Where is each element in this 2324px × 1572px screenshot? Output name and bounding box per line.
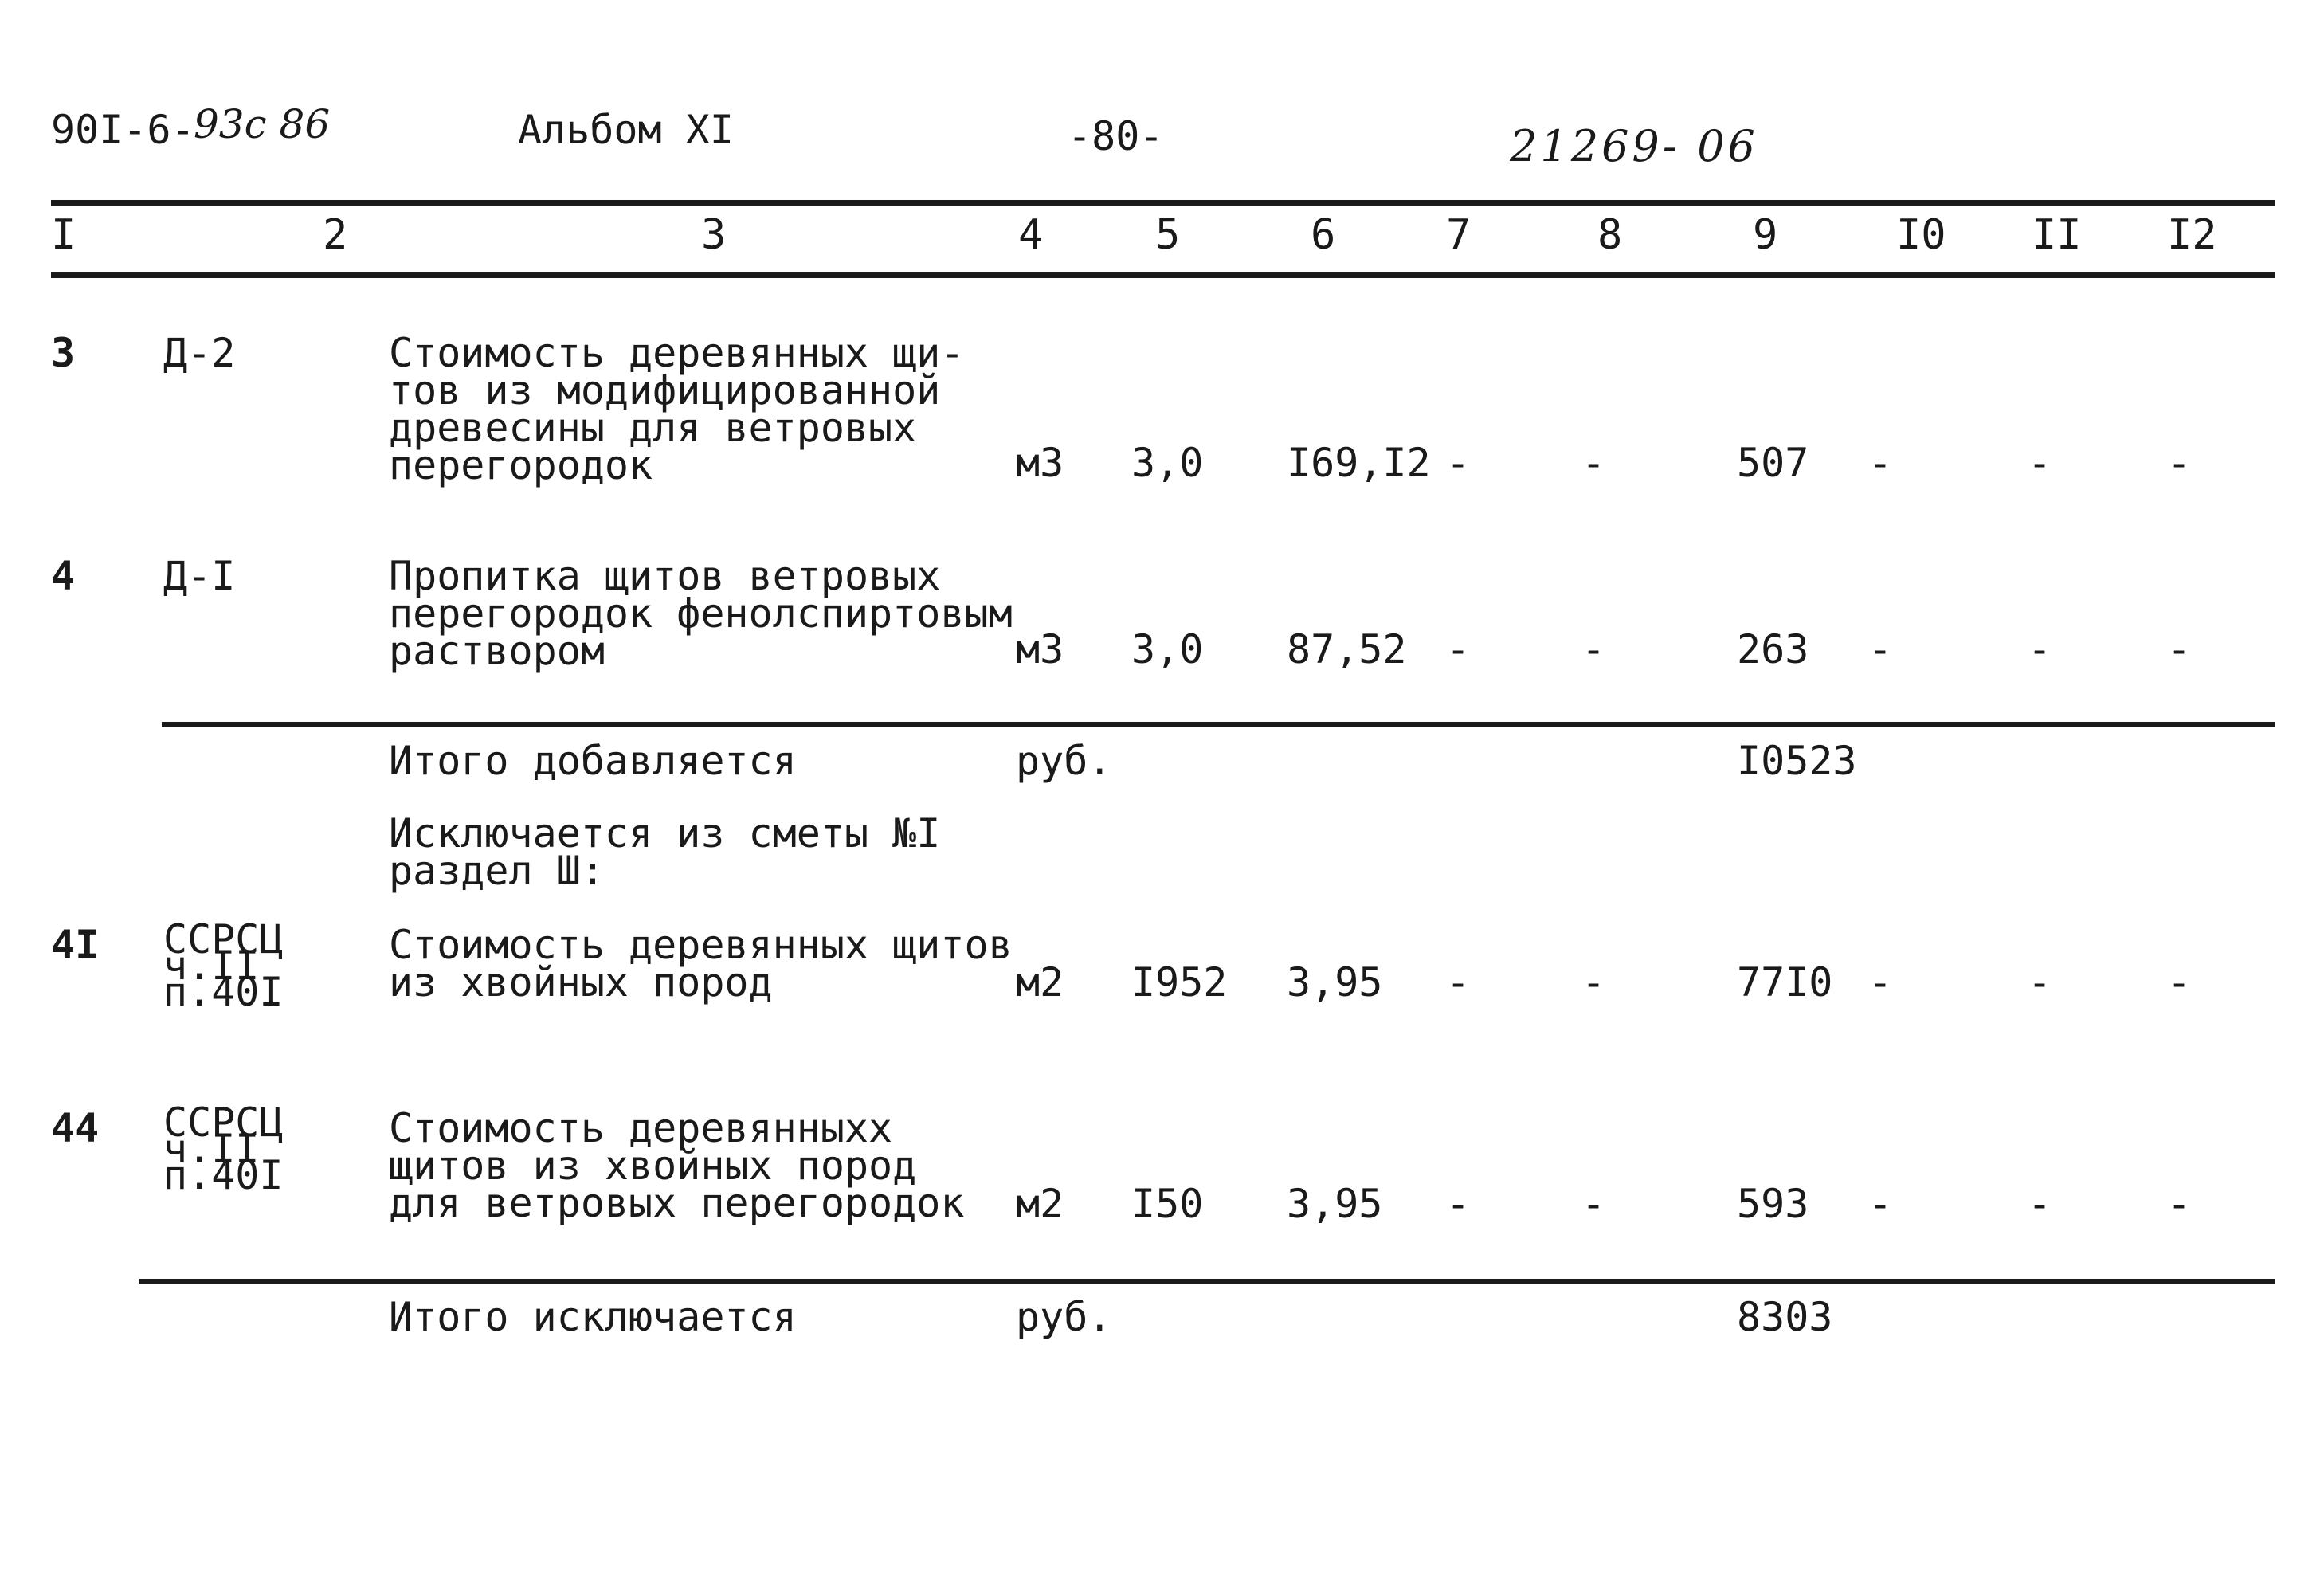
row-unit: м3	[1016, 626, 1064, 672]
row-price: I69,I2	[1287, 440, 1431, 486]
row-col10: -	[1868, 626, 1893, 672]
row-total: 263	[1737, 626, 1809, 672]
row-code: Д-I	[163, 553, 236, 599]
column-header: I0	[1896, 211, 1946, 259]
column-header: 2	[323, 211, 348, 259]
row-price: 3,95	[1287, 1181, 1383, 1227]
row-col7: -	[1446, 626, 1471, 672]
row-unit: м3	[1016, 440, 1064, 486]
row-number: 44	[51, 1105, 100, 1151]
row-number: 4	[51, 553, 76, 599]
column-header: 4	[1018, 211, 1044, 259]
row-col8: -	[1581, 626, 1606, 672]
row-price: 3,95	[1287, 959, 1383, 1006]
column-header: I	[51, 211, 76, 259]
row-col7: -	[1446, 959, 1471, 1006]
row-col8: -	[1581, 440, 1606, 486]
row-col11: -	[2028, 440, 2052, 486]
row-quantity: I50	[1131, 1181, 1204, 1227]
row-col8: -	[1581, 959, 1606, 1006]
subtotal-excluded-label: Итого исключается	[389, 1294, 797, 1340]
row-unit: м2	[1016, 959, 1064, 1006]
subtotal-excluded-unit: руб.	[1016, 1294, 1112, 1340]
subtotal-added-unit: руб.	[1016, 738, 1112, 784]
row-number: 3	[51, 330, 76, 376]
row-col10: -	[1868, 1181, 1893, 1227]
column-header: 7	[1446, 211, 1472, 259]
subtotal-added-label: Итого добавляется	[389, 738, 797, 784]
subtotal-excluded-rule	[139, 1279, 2275, 1284]
row-col10: -	[1868, 440, 1893, 486]
row-col11: -	[2028, 959, 2052, 1006]
column-header: I2	[2167, 211, 2217, 259]
column-header: 3	[701, 211, 727, 259]
row-description: Стоимость деревянных щи- тов из модифицированной древесины для ветровых перегородок	[389, 330, 965, 488]
document-code-handwritten: 93с 86	[194, 101, 331, 147]
row-col12: -	[2167, 959, 2192, 1006]
excluded-section-heading: Исключается из сметы №I раздел Ш:	[389, 810, 941, 894]
subtotal-excluded-total: 8303	[1737, 1294, 1833, 1340]
row-quantity: I952	[1131, 959, 1228, 1006]
row-description: Стоимость деревянных щитов из хвойных пород	[389, 922, 1013, 1006]
row-quantity: 3,0	[1131, 626, 1204, 672]
row-total: 507	[1737, 440, 1809, 486]
row-code: ССРСЦ ч.II п.40I	[163, 1100, 284, 1198]
row-total: 77I0	[1737, 959, 1833, 1006]
header-bottom-rule	[51, 272, 2275, 278]
document-code: 90I-6-	[51, 107, 195, 153]
row-number: 4I	[51, 922, 100, 968]
row-col12: -	[2167, 626, 2192, 672]
row-col10: -	[1868, 959, 1893, 1006]
row-col7: -	[1446, 1181, 1471, 1227]
column-header: 5	[1155, 211, 1181, 259]
subtotal-rule	[162, 722, 2275, 727]
column-header: 9	[1753, 211, 1778, 259]
subtotal-added-total: I0523	[1737, 738, 1857, 784]
row-total: 593	[1737, 1181, 1809, 1227]
row-code: ССРСЦ ч.II п.40I	[163, 916, 284, 1015]
row-unit: м2	[1016, 1181, 1064, 1227]
row-col12: -	[2167, 440, 2192, 486]
row-col12: -	[2167, 1181, 2192, 1227]
row-col8: -	[1581, 1181, 1606, 1227]
album-label: Альбом XI	[518, 107, 734, 153]
row-description: Пропитка щитов ветровых перегородок фенолспиртовым раствором	[389, 553, 1013, 674]
row-code: Д-2	[163, 330, 236, 376]
row-description: Стоимость деревянныхх щитов из хвойных пород для ветровых перегородок	[389, 1105, 965, 1226]
top-rule	[51, 200, 2275, 206]
row-col11: -	[2028, 1181, 2052, 1227]
column-header: II	[2032, 211, 2082, 259]
column-header: 8	[1597, 211, 1623, 259]
row-price: 87,52	[1287, 626, 1407, 672]
row-quantity: 3,0	[1131, 440, 1204, 486]
row-col7: -	[1446, 440, 1471, 486]
row-col11: -	[2028, 626, 2052, 672]
page-number: -80-	[1068, 113, 1164, 159]
column-header: 6	[1311, 211, 1336, 259]
inventory-number: 21269- 06	[1510, 121, 1758, 171]
